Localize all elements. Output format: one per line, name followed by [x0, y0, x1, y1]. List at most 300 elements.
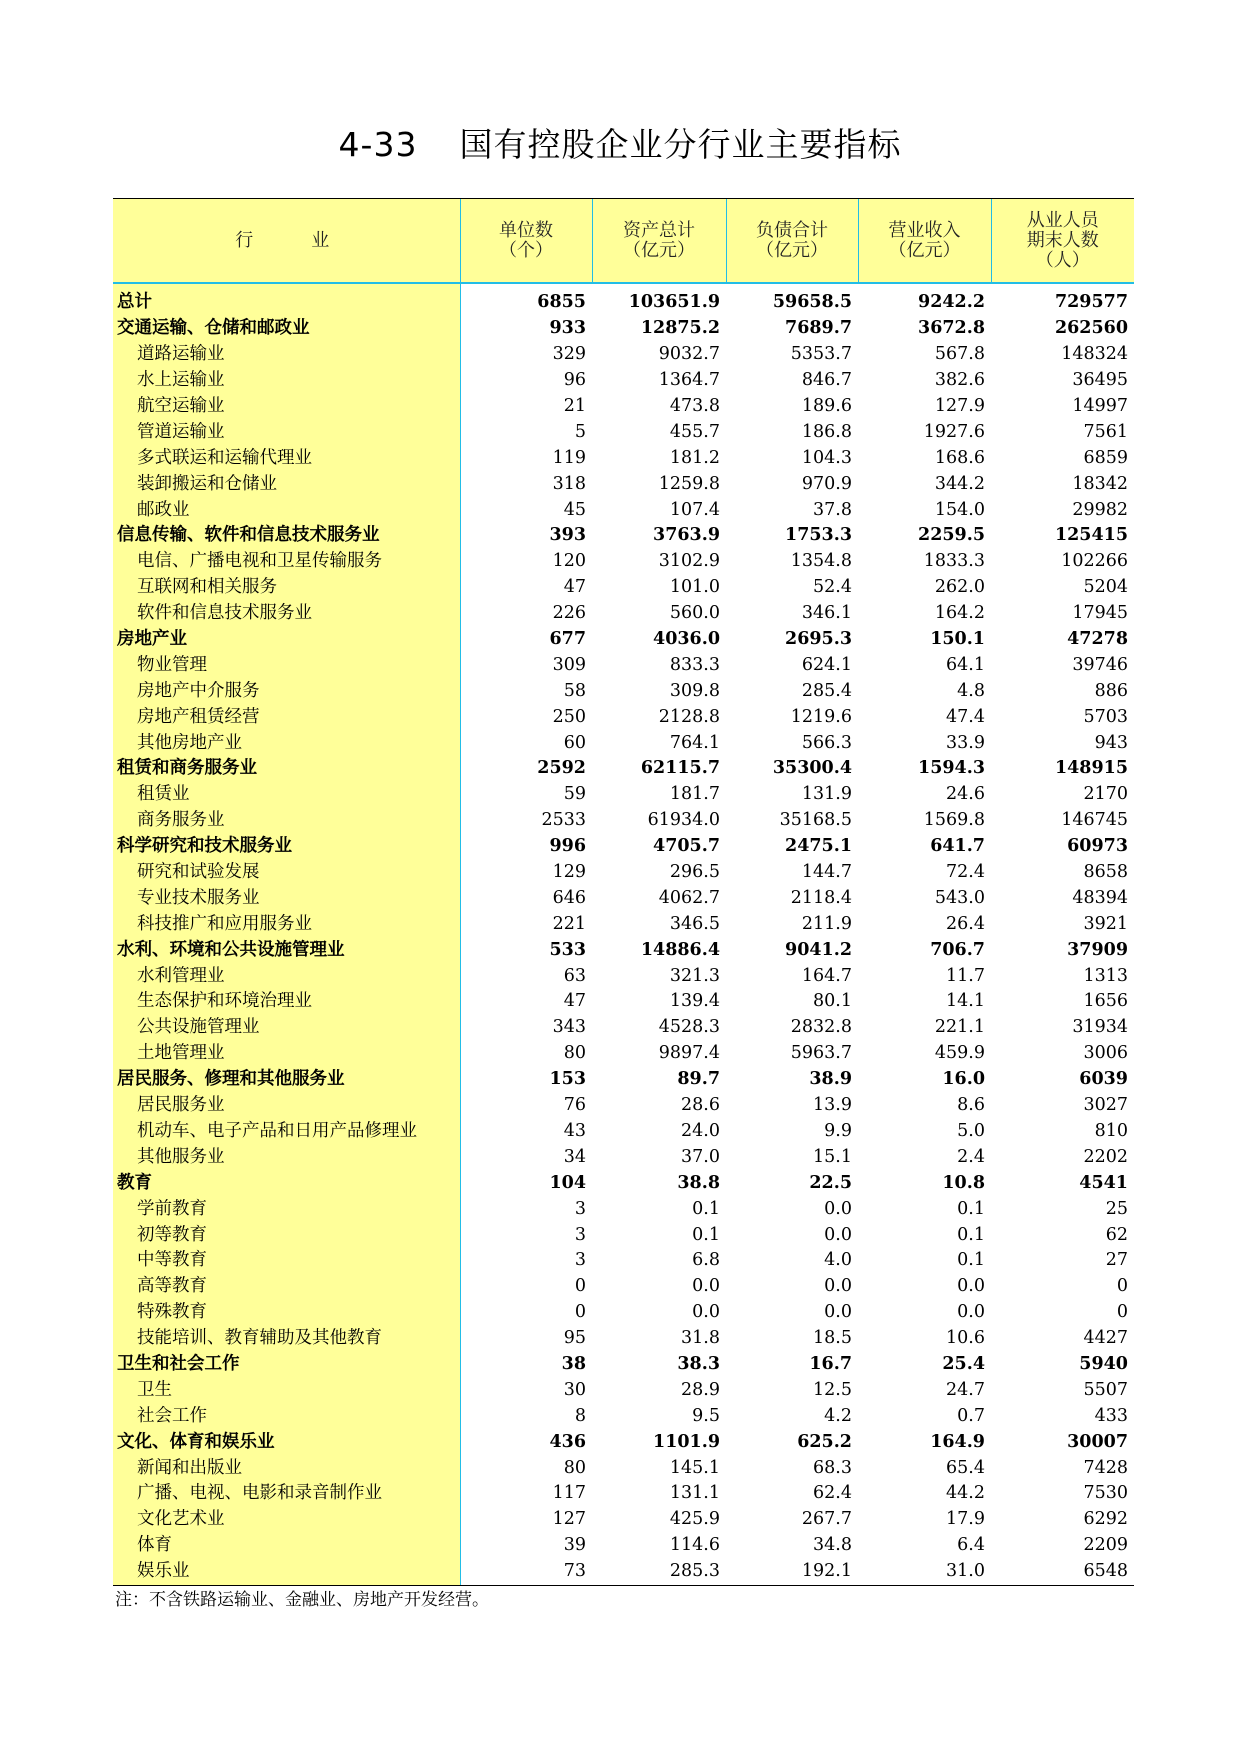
liabilities-cell: 970.9: [801, 473, 852, 494]
liabilities-cell: 68.3: [813, 1457, 852, 1478]
employees-cell: 14997: [1072, 396, 1128, 416]
subcategory-row: [113, 471, 1134, 497]
employees-cell: 36495: [1072, 370, 1128, 391]
units-cell: 6855: [537, 292, 586, 313]
employees-cell: 5507: [1083, 1379, 1128, 1400]
liabilities-cell: 2832.8: [790, 1017, 852, 1038]
employees-cell: 18342: [1072, 473, 1128, 494]
employees-cell: 4541: [1079, 1172, 1128, 1193]
employees-cell: 6548: [991, 1559, 1134, 1585]
revenue-cell: 17.9: [946, 1509, 985, 1530]
assets-cell: 4528.3: [658, 1017, 720, 1038]
liabilities-cell: 285.4: [801, 680, 852, 701]
units-cell: 2592: [537, 758, 586, 779]
category-row: [113, 316, 1134, 342]
industry-name: 文化艺术业: [113, 1507, 460, 1533]
revenue-cell: 65.4: [946, 1457, 985, 1478]
subcategory-row: [113, 885, 1134, 911]
assets-cell: 0.0: [692, 1276, 720, 1297]
header-units: 单位数 （个）: [460, 199, 592, 284]
subcategory-row: [113, 1377, 1134, 1403]
industry-name: 航空运输业: [113, 394, 460, 420]
industry-name: 特殊教育: [113, 1300, 460, 1326]
category-row: [113, 1170, 1134, 1196]
subcategory-row: [113, 782, 1134, 808]
industry-name: 信息传输、软件和信息技术服务业: [113, 523, 460, 549]
liabilities-cell: 2475.1: [785, 836, 852, 857]
subcategory-row: [113, 575, 1134, 601]
units-cell: 80: [563, 1457, 586, 1478]
subcategory-row: [113, 1507, 1134, 1533]
employees-cell: 7530: [1083, 1483, 1128, 1504]
industry-name: 租赁和商务服务业: [113, 756, 460, 782]
employees-cell: 6039: [1079, 1069, 1128, 1090]
units-cell: 5: [574, 421, 586, 442]
header-industry: 行 业: [113, 199, 460, 284]
employees-cell: 886: [1094, 680, 1128, 701]
assets-cell: 37.0: [681, 1146, 720, 1167]
subcategory-row: [113, 730, 1134, 756]
industry-name: 其他服务业: [113, 1144, 460, 1170]
units-cell: 646: [552, 887, 586, 908]
category-row: [113, 1067, 1134, 1093]
industry-name: 科技推广和应用服务业: [113, 911, 460, 937]
employees-cell: 810: [1094, 1120, 1128, 1141]
assets-cell: 9032.7: [658, 344, 720, 365]
employees-cell: 125415: [1054, 525, 1128, 546]
revenue-cell: 10.6: [946, 1328, 985, 1349]
liabilities-cell: 192.1: [726, 1559, 858, 1585]
assets-cell: 28.9: [681, 1379, 720, 1400]
employees-cell: 3006: [1083, 1043, 1128, 1064]
assets-cell: 0.0: [692, 1302, 720, 1323]
industry-name: 文化、体育和娱乐业: [113, 1429, 460, 1455]
subcategory-row: [113, 1481, 1134, 1507]
subcategory-row: [113, 1274, 1134, 1300]
revenue-cell: 3672.8: [918, 318, 985, 339]
units-cell: 73: [460, 1559, 592, 1585]
liabilities-cell: 37.8: [813, 499, 852, 520]
liabilities-cell: 211.9: [801, 913, 852, 934]
subcategory-row: [113, 342, 1134, 368]
industry-name: 公共设施管理业: [113, 1015, 460, 1041]
industry-name: 互联网和相关服务: [113, 575, 460, 601]
units-cell: 34: [563, 1146, 586, 1167]
subcategory-row: [113, 1119, 1134, 1145]
industry-name: 水上运输业: [113, 368, 460, 394]
subcategory-row: [113, 1455, 1134, 1481]
header-employees: 从业人员 期末人数 （人）: [991, 199, 1134, 284]
liabilities-cell: 7689.7: [785, 318, 852, 339]
liabilities-cell: 144.7: [801, 862, 852, 883]
assets-cell: 309.8: [669, 680, 720, 701]
header-revenue: 营业收入 （亿元）: [858, 199, 991, 284]
revenue-cell: 6.4: [957, 1535, 985, 1556]
assets-cell: 61934.0: [647, 810, 720, 831]
units-cell: 226: [552, 603, 586, 624]
subcategory-row: [113, 1248, 1134, 1274]
employees-cell: 8658: [1083, 862, 1128, 883]
liabilities-cell: 62.4: [813, 1483, 852, 1504]
units-cell: 76: [563, 1095, 586, 1116]
employees-cell: 60973: [1067, 836, 1128, 857]
assets-cell: 321.3: [669, 965, 720, 986]
assets-cell: 4062.7: [658, 887, 720, 908]
assets-cell: 346.5: [669, 913, 720, 934]
employees-cell: 148324: [1061, 344, 1128, 365]
revenue-cell: 0.0: [957, 1276, 985, 1297]
liabilities-cell: 131.9: [801, 784, 852, 805]
assets-cell: 62115.7: [640, 758, 720, 779]
assets-cell: 1259.8: [658, 473, 720, 494]
units-cell: 38: [561, 1353, 586, 1374]
subcategory-row: [113, 808, 1134, 834]
industry-name: 卫生: [113, 1377, 460, 1403]
employees-cell: 5940: [1079, 1353, 1128, 1374]
liabilities-cell: 12.5: [813, 1379, 852, 1400]
industry-name: 中等教育: [113, 1248, 460, 1274]
employees-cell: 2209: [1083, 1535, 1128, 1556]
liabilities-cell: 80.1: [813, 991, 852, 1012]
employees-cell: 6292: [1083, 1509, 1128, 1530]
assets-cell: 38.8: [677, 1172, 720, 1193]
assets-cell: 3763.9: [653, 525, 720, 546]
assets-cell: 24.0: [681, 1120, 720, 1141]
assets-cell: 31.8: [681, 1328, 720, 1349]
revenue-cell: 4.8: [957, 680, 985, 701]
employees-cell: 31934: [1072, 1017, 1128, 1038]
assets-cell: 3102.9: [658, 551, 720, 572]
industry-name: 道路运输业: [113, 342, 460, 368]
revenue-cell: 164.9: [930, 1431, 985, 1452]
subcategory-row: [113, 1559, 1134, 1585]
revenue-cell: 0.1: [957, 1198, 985, 1219]
units-cell: 119: [552, 447, 586, 468]
liabilities-cell: 0.0: [824, 1276, 852, 1297]
industry-name: 水利管理业: [113, 963, 460, 989]
header-liabilities: 负债合计 （亿元）: [726, 199, 858, 284]
employees-cell: 433: [1094, 1405, 1128, 1426]
industry-name: 社会工作: [113, 1403, 460, 1429]
industry-name: 专业技术服务业: [113, 885, 460, 911]
units-cell: 0: [574, 1276, 586, 1297]
subcategory-row: [113, 1533, 1134, 1559]
revenue-cell: 11.7: [946, 965, 985, 986]
industry-name: 技能培训、教育辅助及其他教育: [113, 1326, 460, 1352]
category-row: [113, 937, 1134, 963]
units-cell: 996: [549, 836, 586, 857]
revenue-cell: 31.0: [858, 1559, 991, 1585]
revenue-cell: 706.7: [930, 939, 985, 960]
industry-name: 房地产中介服务: [113, 678, 460, 704]
assets-cell: 89.7: [677, 1069, 720, 1090]
revenue-cell: 14.1: [946, 991, 985, 1012]
category-row: [113, 756, 1134, 782]
revenue-cell: 72.4: [946, 862, 985, 883]
revenue-cell: 1927.6: [923, 421, 985, 442]
industry-name: 初等教育: [113, 1222, 460, 1248]
units-cell: 533: [549, 939, 586, 960]
assets-cell: 833.3: [669, 654, 720, 675]
revenue-cell: 16.0: [942, 1069, 985, 1090]
revenue-cell: 168.6: [934, 447, 985, 468]
units-cell: 677: [549, 629, 586, 650]
industry-name: 装卸搬运和仓储业: [113, 471, 460, 497]
industry-name: 商务服务业: [113, 808, 460, 834]
units-cell: 393: [549, 525, 586, 546]
assets-cell: 425.9: [669, 1509, 720, 1530]
employees-cell: 6859: [1083, 447, 1128, 468]
assets-cell: 181.2: [669, 447, 720, 468]
units-cell: 60: [563, 732, 586, 753]
category-row: [113, 1429, 1134, 1455]
industry-name: 广播、电视、电影和录音制作业: [113, 1481, 460, 1507]
assets-cell: 181.7: [669, 784, 720, 805]
assets-cell: 764.1: [669, 732, 720, 753]
industry-name: 研究和试验发展: [113, 860, 460, 886]
assets-cell: 285.3: [592, 1559, 726, 1585]
industry-name: 居民服务、修理和其他服务业: [113, 1067, 460, 1093]
units-cell: 63: [563, 965, 586, 986]
units-cell: 3: [574, 1224, 586, 1245]
units-cell: 59: [563, 784, 586, 805]
industry-name: 新闻和出版业: [113, 1455, 460, 1481]
units-cell: 47: [563, 991, 586, 1012]
units-cell: 8: [574, 1405, 586, 1426]
employees-cell: 2202: [1083, 1146, 1128, 1167]
liabilities-cell: 35168.5: [779, 810, 852, 831]
subcategory-row: [113, 1093, 1134, 1119]
revenue-cell: 24.6: [946, 784, 985, 805]
liabilities-cell: 164.7: [801, 965, 852, 986]
liabilities-cell: 189.6: [801, 396, 852, 416]
liabilities-cell: 13.9: [813, 1095, 852, 1116]
employees-cell: 7561: [1083, 421, 1128, 442]
revenue-cell: 0.1: [957, 1224, 985, 1245]
liabilities-cell: 1753.3: [785, 525, 852, 546]
assets-cell: 1364.7: [658, 370, 720, 391]
liabilities-cell: 22.5: [809, 1172, 852, 1193]
units-cell: 120: [552, 551, 586, 572]
footnote: 注：不含铁路运输业、金融业、房地产开发经营。: [115, 1590, 489, 1610]
units-cell: 0: [574, 1302, 586, 1323]
subcategory-row: [113, 860, 1134, 886]
employees-cell: 146745: [1061, 810, 1128, 831]
liabilities-cell: 4.2: [824, 1405, 852, 1426]
assets-cell: 296.5: [669, 862, 720, 883]
subcategory-row: [113, 497, 1134, 523]
units-cell: 30: [563, 1379, 586, 1400]
subcategory-row: [113, 989, 1134, 1015]
industry-name: 机动车、电子产品和日用产品修理业: [113, 1119, 460, 1145]
revenue-cell: 382.6: [934, 370, 985, 391]
units-cell: 343: [552, 1017, 586, 1038]
liabilities-cell: 846.7: [801, 370, 852, 391]
subcategory-row: [113, 1222, 1134, 1248]
liabilities-cell: 186.8: [801, 421, 852, 442]
liabilities-cell: 5963.7: [790, 1043, 852, 1064]
industry-name: 总计: [113, 283, 460, 316]
employees-cell: 27: [1105, 1250, 1128, 1271]
assets-cell: 6.8: [692, 1250, 720, 1271]
assets-cell: 0.1: [692, 1198, 720, 1219]
liabilities-cell: 624.1: [801, 654, 852, 675]
liabilities-cell: 1354.8: [790, 551, 852, 572]
employees-cell: 3027: [1083, 1095, 1128, 1116]
revenue-cell: 25.4: [942, 1353, 985, 1374]
employees-cell: 1656: [1083, 991, 1128, 1012]
revenue-cell: 344.2: [934, 473, 985, 494]
revenue-cell: 2.4: [957, 1146, 985, 1167]
subcategory-row: [113, 1041, 1134, 1067]
assets-cell: 131.1: [669, 1483, 720, 1504]
employees-cell: 62: [1105, 1224, 1128, 1245]
units-cell: 221: [552, 913, 586, 934]
revenue-cell: 164.2: [934, 603, 985, 624]
assets-cell: 28.6: [681, 1095, 720, 1116]
employees-cell: 0: [1116, 1302, 1128, 1323]
assets-cell: 12875.2: [640, 318, 720, 339]
assets-cell: 38.3: [677, 1353, 720, 1374]
employees-cell: 17945: [1072, 603, 1128, 624]
units-cell: 436: [549, 1431, 586, 1452]
subcategory-row: [113, 1196, 1134, 1222]
subcategory-row: [113, 419, 1134, 445]
industry-name: 房地产租赁经营: [113, 704, 460, 730]
revenue-cell: 150.1: [930, 629, 985, 650]
subcategory-row: [113, 1144, 1134, 1170]
employees-cell: 5703: [1083, 706, 1128, 727]
assets-cell: 4705.7: [653, 836, 720, 857]
industry-name: 交通运输、仓储和邮政业: [113, 316, 460, 342]
category-row: [113, 523, 1134, 549]
revenue-cell: 543.0: [934, 887, 985, 908]
industry-name: 体育: [113, 1533, 460, 1559]
employees-cell: 4427: [1083, 1328, 1128, 1349]
category-row: [113, 834, 1134, 860]
units-cell: 45: [563, 499, 586, 520]
industry-name: 房地产业: [113, 627, 460, 653]
industry-name: 卫生和社会工作: [113, 1352, 460, 1378]
revenue-cell: 127.9: [934, 396, 985, 416]
units-cell: 309: [552, 654, 586, 675]
assets-cell: 114.6: [669, 1535, 720, 1556]
revenue-cell: 5.0: [957, 1120, 985, 1141]
units-cell: 127: [552, 1509, 586, 1530]
units-cell: 117: [552, 1483, 586, 1504]
liabilities-cell: 9.9: [824, 1120, 852, 1141]
subcategory-row: [113, 652, 1134, 678]
industry-name: 土地管理业: [113, 1041, 460, 1067]
units-cell: 3: [574, 1198, 586, 1219]
liabilities-cell: 566.3: [801, 732, 852, 753]
liabilities-cell: 4.0: [824, 1250, 852, 1271]
liabilities-cell: 2695.3: [785, 629, 852, 650]
units-cell: 153: [549, 1069, 586, 1090]
subcategory-row: [113, 368, 1134, 394]
industry-name: 娱乐业: [113, 1559, 460, 1585]
industry-name: 物业管理: [113, 652, 460, 678]
subcategory-row: [113, 394, 1134, 420]
revenue-cell: 262.0: [934, 577, 985, 598]
employees-cell: 102266: [1061, 551, 1128, 572]
units-cell: 250: [552, 706, 586, 727]
assets-cell: 4036.0: [653, 629, 720, 650]
revenue-cell: 0.1: [957, 1250, 985, 1271]
subcategory-row: [113, 1015, 1134, 1041]
subcategory-row: [113, 549, 1134, 575]
header-assets: 资产总计 （亿元）: [592, 199, 726, 284]
subcategory-row: [113, 911, 1134, 937]
assets-cell: 2128.8: [658, 706, 720, 727]
employees-cell: 0: [1116, 1276, 1128, 1297]
revenue-cell: 26.4: [946, 913, 985, 934]
industry-name: 学前教育: [113, 1196, 460, 1222]
revenue-cell: 8.6: [957, 1095, 985, 1116]
liabilities-cell: 35300.4: [772, 758, 852, 779]
liabilities-cell: 267.7: [801, 1509, 852, 1530]
revenue-cell: 0.7: [957, 1405, 985, 1426]
industry-name: 生态保护和环境治理业: [113, 989, 460, 1015]
assets-cell: 455.7: [669, 421, 720, 442]
subcategory-row: [113, 678, 1134, 704]
revenue-cell: 64.1: [946, 654, 985, 675]
liabilities-cell: 1219.6: [790, 706, 852, 727]
employees-cell: 2170: [1083, 784, 1128, 805]
indicator-table: [113, 198, 1134, 1586]
units-cell: 329: [552, 344, 586, 365]
revenue-cell: 9242.2: [918, 292, 985, 313]
category-row: [113, 1352, 1134, 1378]
revenue-cell: 641.7: [930, 836, 985, 857]
liabilities-cell: 2118.4: [790, 887, 852, 908]
units-cell: 47: [563, 577, 586, 598]
subcategory-row: [113, 445, 1134, 471]
liabilities-cell: 52.4: [813, 577, 852, 598]
units-cell: 2533: [541, 810, 586, 831]
employees-cell: 262560: [1054, 318, 1128, 339]
employees-cell: 729577: [1054, 292, 1128, 313]
employees-cell: 47278: [1067, 629, 1128, 650]
assets-cell: 0.1: [692, 1224, 720, 1245]
units-cell: 95: [563, 1328, 586, 1349]
employees-cell: 37909: [1067, 939, 1128, 960]
assets-cell: 473.8: [669, 396, 720, 416]
assets-cell: 14886.4: [640, 939, 720, 960]
revenue-cell: 33.9: [946, 732, 985, 753]
employees-cell: 148915: [1054, 758, 1128, 779]
subcategory-row: [113, 704, 1134, 730]
revenue-cell: 1569.8: [923, 810, 985, 831]
employees-cell: 7428: [1083, 1457, 1128, 1478]
industry-name: 水利、环境和公共设施管理业: [113, 937, 460, 963]
revenue-cell: 567.8: [934, 344, 985, 365]
table-header: [113, 199, 1134, 284]
revenue-cell: 154.0: [934, 499, 985, 520]
subcategory-row: [113, 1300, 1134, 1326]
assets-cell: 103651.9: [628, 292, 720, 313]
employees-cell: 29982: [1072, 499, 1128, 520]
industry-name: 高等教育: [113, 1274, 460, 1300]
assets-cell: 139.4: [669, 991, 720, 1012]
units-cell: 96: [563, 370, 586, 391]
revenue-cell: 2259.5: [918, 525, 985, 546]
assets-cell: 560.0: [669, 603, 720, 624]
revenue-cell: 459.9: [934, 1043, 985, 1064]
assets-cell: 101.0: [669, 577, 720, 598]
liabilities-cell: 0.0: [824, 1302, 852, 1323]
table-number: 4-33: [338, 125, 418, 164]
